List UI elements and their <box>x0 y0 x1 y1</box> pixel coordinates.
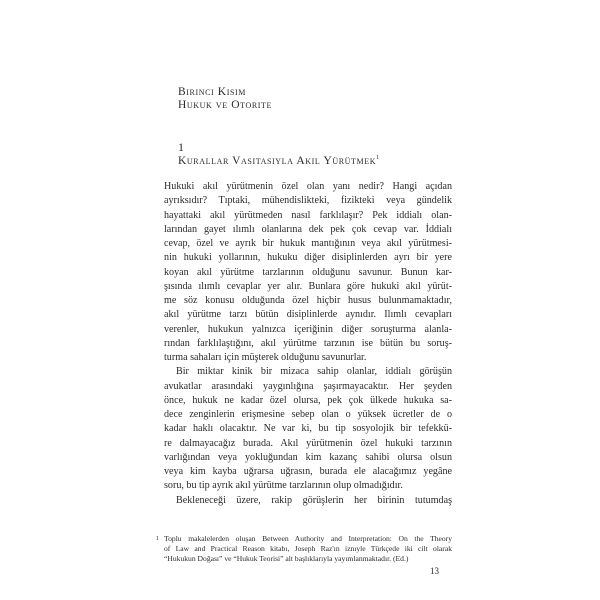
text-line: nin hukuki yollarının, hukuku diğer disiplinlerden ayrı bir yere <box>164 252 452 264</box>
text-line: turma sahaları için müşterek olduğunu savunurlar. <box>164 352 367 363</box>
body-text <box>164 180 452 508</box>
text-line: akıl yürütme tarzı bütün disiplinlerde aynıdır. Ilımlı cevapları <box>164 309 452 321</box>
text-line: rından farklılaştığını, akıl yürütme tarzının ise bütün bu soruş- <box>164 337 452 349</box>
part-label: Birinci Kısım <box>178 86 246 98</box>
text-line: me söz konusu olduğunda özel hiçbir husus bulunmamaktadır, <box>164 295 452 306</box>
paragraph-2 <box>164 365 452 493</box>
text-line: kadar haklı olacaktır. Ne var ki, bu tip sosyolojik bir tefekkü- <box>164 423 452 435</box>
part-heading <box>178 86 478 112</box>
text-line: Hukuki akıl yürütmenin özel olan yanı nedir? Hangi açıdan <box>164 181 452 192</box>
text-line: soru, bu tip ayrık akıl yürütme tarzlarının olup olmadığıdır. <box>164 480 403 492</box>
chapter-number: 1 <box>178 140 184 154</box>
text-line: larından gayet ılımlı olanlarına dek pek çok cevap var. İddialı <box>164 223 452 235</box>
text-line: dece zenginlerin erişmesine sebep olan o yüksek ücretler de o <box>164 409 452 420</box>
text-line: koyan akıl yürütme tarzlarının olduğunu savunur. Bunun kar- <box>164 266 452 278</box>
footnote-line: “Hukukun Doğası” ve “Hukuk Teorisi” alt başlıklarıyla yayımlanmaktadır. (Ed.) <box>164 554 409 563</box>
footnote <box>156 534 452 564</box>
part-title: Hukuk ve Otorite <box>178 99 273 111</box>
text-line: verenler, hukukun yalnızca içeriğinin diğer soruşturma alanla- <box>164 323 452 335</box>
text-line: ayrıksıdır? Tıptaki, mühendislikteki, fizikteki veya gündelik <box>164 195 452 207</box>
footnote-line: of Law and Practical Reason kitabı, Joseph Raz'ın iznıyle Türkçede iki cilt olarak <box>164 544 452 553</box>
text-line: önce, hukuk ne kadar özel olursa, pek çok ülkede hukuka sa- <box>164 394 452 406</box>
footnote-marker: 1 <box>156 536 159 542</box>
text-line: varlığından veya yokluğundan kim kazanç sahibi olursa olsun <box>164 451 452 463</box>
text-line: cevap, özel ve ayrık bir hukuk mantığının veya akıl yürütmesi- <box>164 238 452 249</box>
page-number: 13 <box>430 566 439 576</box>
text-line: hayattaki akıl yürütmeden nasıl farklılaşır? Pek iddialı olan- <box>164 209 452 221</box>
text-line: avukatlar arasındaki yaygınlığına şaşırmayacaktır. Her şeyden <box>164 380 452 392</box>
text-line: veya kim kayba uğrarsa uğrasın, burada ele alacağımız yegâne <box>164 466 452 477</box>
paragraph-1 <box>164 180 452 365</box>
chapter-title <box>178 152 498 168</box>
text-line: Bekleneceği üzere, rakip görüşlerin her birinin tutumdaş <box>176 494 452 506</box>
text-line: re dalmayacağız burada. Akıl yürütmenin özel hukuki tarzının <box>164 437 452 449</box>
footnote-line: Toplu makalelerden oluşan Between Authority and Interpretation: On the Theory <box>164 534 452 543</box>
text-line: şısında ılımlı cevaplar yer alır. Bunlara göre hukuki akıl yürüt- <box>164 280 452 292</box>
text-line: Bir miktar kinik bir mizaca sahip olanlar, iddialı görüşün <box>176 366 452 378</box>
paragraph-3 <box>164 494 452 508</box>
chapter-title-text: Kurallar Vasıtasıyla Akıl Yürütmek <box>178 154 377 167</box>
chapter-footnote-marker: 1 <box>376 155 380 161</box>
